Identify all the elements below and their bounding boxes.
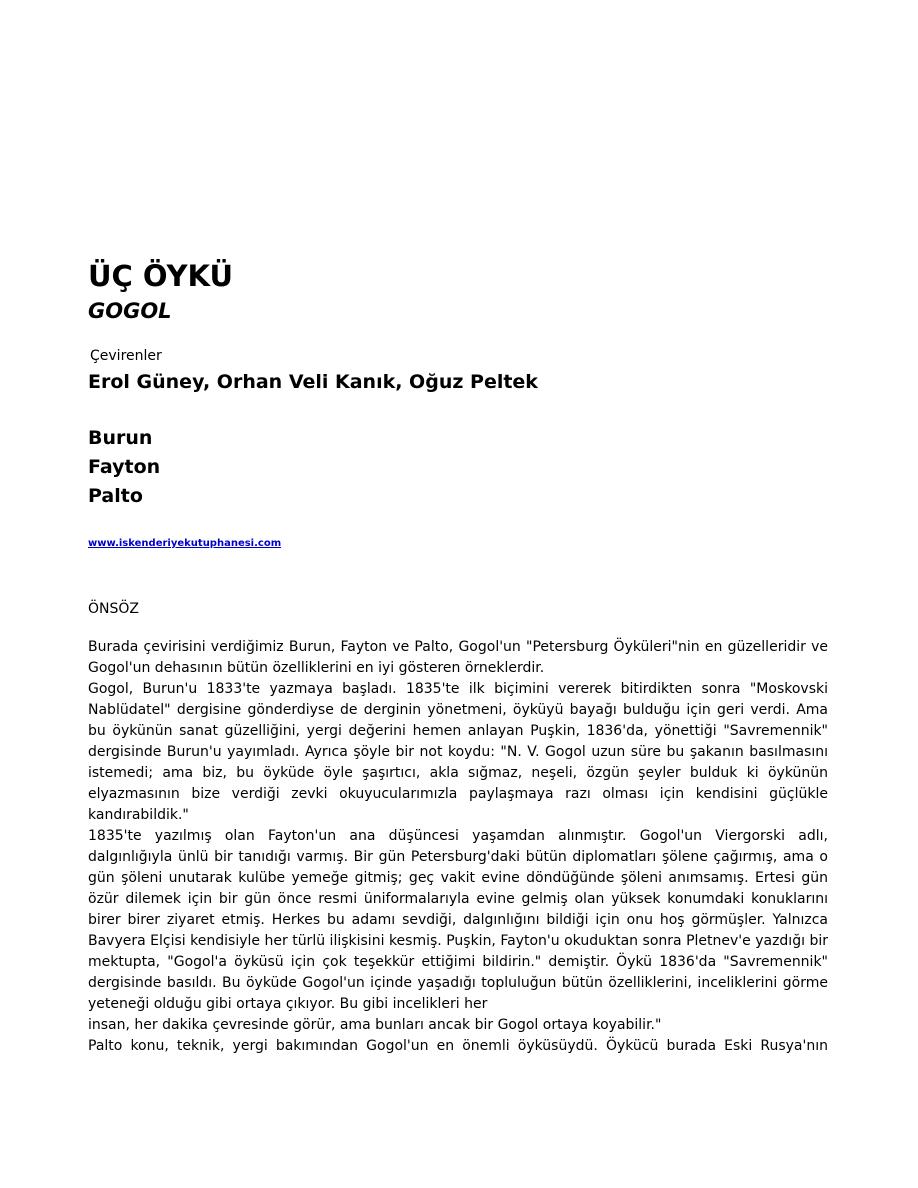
story-list <box>88 424 828 511</box>
book-title: ÜÇ ÖYKÜ <box>88 259 234 293</box>
paragraph: 1835'te yazılmış olan Fayton'un ana düşüncesi yaşamdan alınmıştır. Gogol'un Viergorski adlı, dalgınlığıyla ünlü bir tanıdığı varmış. Bir gün Petersburg'daki bütün diplomatları şölene çağırmış, ama o gün şöleni unutarak kulübe yemeğe gitmiş; geç vakit evine döndüğünde şöleni anımsamış. Ertesi gün özür dilemek için bir gün önce resmi üniformalarıyla evine gelmiş olan yüksek konumdaki konuklarını birer birer ziyaret etmiş. Herkes bu adamı sevdiği, dalgınlığını bildiği için onu hoş görmüşler. Yalnızca Bavyera Elçisi kendisiyle her türlü ilişkisini kesmiş. Puşkin, Fayton'u okuduktan sonra Pletnev'e yazdığı bir mektupta, "Gogol'a öyküsü için çok teşekkür ettiğimi bildirin." demiştir. Öykü 1836'da "Savremennik" dergisinde basıldı. Bu öyküde Gogol'un içinde yaşadığı topluluğun bütün özelliklerini, inceliklerini görme yeteneği olduğu gibi ortaya çıkıyor. Bu gibi incelikleri her <box>88 828 828 1012</box>
book-author: GOGOL <box>88 299 172 323</box>
story-item-burun: Burun <box>88 427 153 449</box>
document-page <box>88 256 828 1057</box>
paragraph: Burada çevirisini verdiğimiz Burun, Fayton ve Palto, Gogol'un "Petersburg Öyküleri"nin en güzelleridir ve Gogol'un dehasının bütün özelliklerini en iyi gösteren örneklerdir. <box>88 639 828 676</box>
story-item-palto: Palto <box>88 485 143 507</box>
story-item-fayton: Fayton <box>88 456 161 478</box>
translators-names: Erol Güney, Orhan Veli Kanık, Oğuz Peltek <box>88 371 538 393</box>
preface-body <box>88 637 828 1057</box>
paragraph: Gogol, Burun'u 1833'te yazmaya başladı. 1835'te ilk biçimini vererek bitirdikten sonra "Moskovski Nablüdatel" dergisine gönderdiyse de derginin yönetmeni, öyküyü bayağı bulduğu için geri verdi. Ama bu öykünün sanat güzelliğini, yergi değerini hemen anlayan Puşkin, 1836'da, yönettiği "Savremennik" dergisinde Burun'u yayımladı. Ayrıca şöyle bir not koydu: "N. V. Gogol uzun süre bu şakanın basılmasını istemedi; ama biz, bu öyküde öyle şaşırtıcı, akla sığmaz, neşeli, özgün şeyler bulduk ki öykünün elyazmasının bize verdiği zevki okuyucularımızla paylaşmaya razı olması için kendisini güçlükle kandırabildik." <box>88 681 828 823</box>
paragraph: insan, her dakika çevresinde görür, ama bunları ancak bir Gogol ortaya koyabilir." <box>88 1017 662 1033</box>
preface-heading: ÖNSÖZ <box>88 601 139 617</box>
paragraph: Palto konu, teknik, yergi bakımından Gogol'un en önemli öyküsüydü. Öykücü burada Eski Rusya'nın <box>88 1038 828 1054</box>
translators-label: Çevirenler <box>90 348 162 364</box>
website-link[interactable]: www.iskenderiyekutuphanesi.com <box>88 538 282 549</box>
